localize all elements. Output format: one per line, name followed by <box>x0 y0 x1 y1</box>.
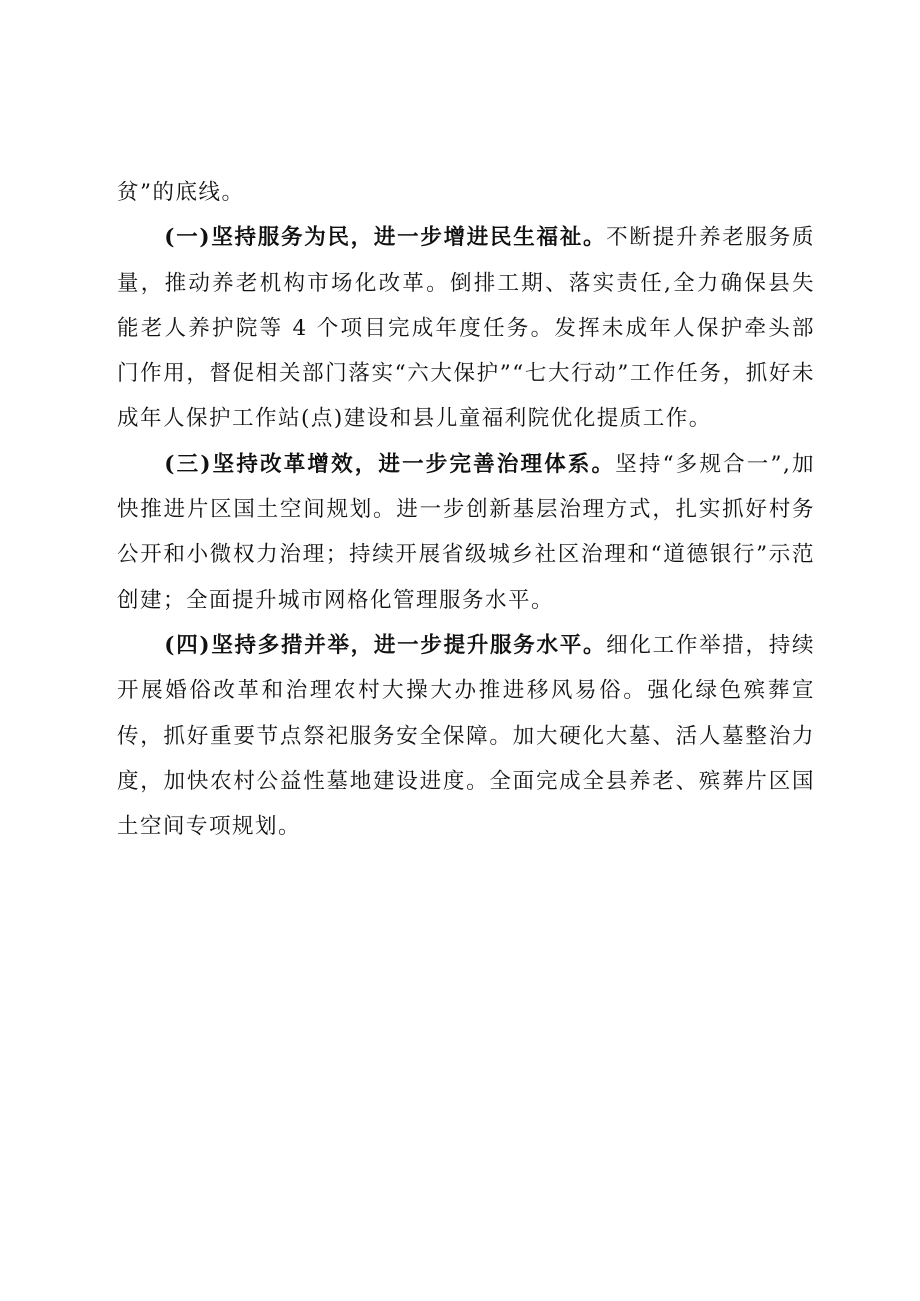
section-1-heading: (一)坚持服务为民，进一步增进民生福祉。 <box>164 225 607 251</box>
section-3-body: 坚持“多规合一”,加快推进片区国土空间规划。进一步创新基层治理方式，扎实抓好村务公开和小微权力治理；持续开展省级城乡社区治理和“道德银行”示范创建；全面提升城市网格化管理服务水平。 <box>117 451 815 613</box>
section-4-body: 细化工作举措，持续开展婚俗改革和治理农村大操大办推进移风易俗。强化绿色殡葬宣传，抓好重要节点祭祀服务安全保障。加大硬化大墓、活人墓整治力度，加快农村公益性墓地建设进度。全面完成全县养老、殡葬片区国土空间专项规划。 <box>117 632 815 840</box>
section-4-paragraph <box>117 623 815 849</box>
section-1-paragraph <box>117 215 815 441</box>
section-3-heading: (三)坚持改革增效，进一步完善治理体系。 <box>164 451 616 477</box>
document-body <box>117 170 815 849</box>
section-4-heading: (四)坚持多措并举，进一步提升服务水平。 <box>164 632 607 658</box>
continuation-line: 贫”的底线。 <box>117 180 245 205</box>
section-3-paragraph <box>117 442 815 623</box>
section-1-body: 不断提升养老服务质量，推动养老机构市场化改革。倒排工期、落实责任,全力确保县失能老人养护院等 4 个项目完成年度任务。发挥未成年人保护牵头部门作用，督促相关部门落实“六大保护”“七大行动”工作任务，抓好未成年人保护工作站(点)建设和县儿童福利院优化提质工作。 <box>117 225 815 432</box>
